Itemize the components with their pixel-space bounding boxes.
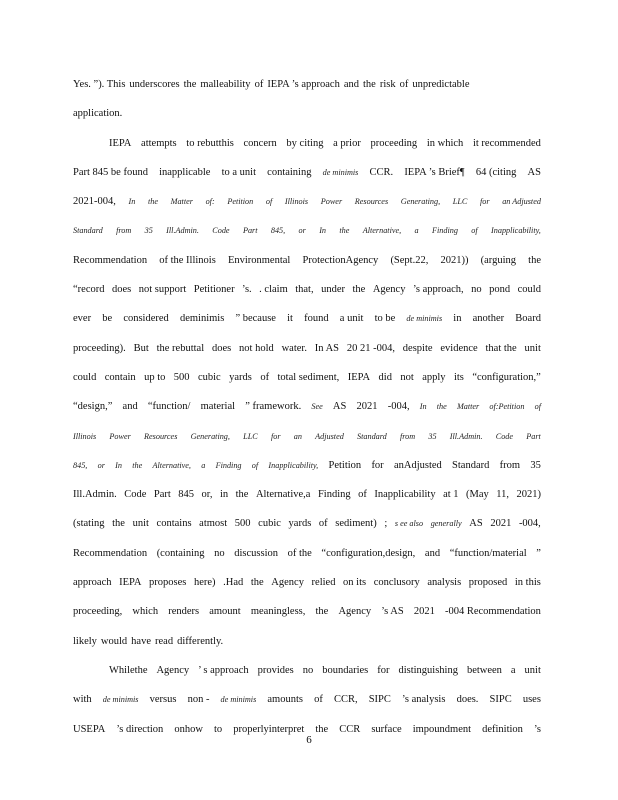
text-segment: ’s analysis	[401, 694, 446, 706]
text-segment: the	[352, 284, 366, 296]
text-segment: Ill.Admin.	[73, 489, 117, 501]
text-segment: AS	[527, 166, 541, 178]
text-segment: could	[517, 284, 541, 296]
italic-text: or	[298, 226, 306, 236]
text-segment: atmost	[199, 518, 228, 530]
text-line	[73, 685, 541, 714]
text-segment: ’s direction	[116, 723, 164, 735]
text-segment: underscores	[129, 79, 180, 90]
text-segment: malleability	[200, 79, 251, 90]
text-segment: for	[371, 459, 384, 471]
text-segment: 2021	[356, 401, 378, 413]
text-segment: does	[111, 284, 132, 296]
italic-text: Matter	[170, 197, 193, 207]
text-segment: the	[363, 79, 376, 90]
text-segment: does	[211, 342, 232, 354]
text-segment: a unit	[339, 313, 364, 325]
text-segment: -004 Recommendation	[444, 606, 541, 618]
italic-text: Ill.Admin.	[166, 226, 199, 236]
text-line	[73, 99, 541, 128]
text-segment: that the	[485, 342, 517, 354]
text-segment: SIPC	[368, 694, 391, 706]
text-segment: 2021	[413, 606, 435, 618]
text-segment: AS	[469, 518, 483, 530]
text-segment: of the Illinois	[159, 254, 216, 266]
text-segment: surface	[371, 723, 402, 735]
text-segment: deminimis	[179, 313, 225, 325]
italic-text: for	[270, 431, 281, 441]
text-segment: which	[132, 606, 159, 618]
italic-text: Standard	[357, 431, 387, 441]
text-segment: differently.	[177, 635, 224, 647]
italic-text: of	[534, 402, 541, 412]
italic-text: Resources	[354, 197, 389, 207]
text-segment: Agency	[372, 284, 406, 296]
italic-text: Power	[320, 197, 343, 207]
text-segment: would	[100, 635, 128, 647]
text-segment: considered	[123, 313, 169, 325]
italic-text: Matter	[456, 402, 480, 412]
italic-text: de minimis	[220, 695, 257, 705]
italic-text: a	[201, 460, 206, 470]
text-segment: from	[499, 459, 521, 471]
text-segment: 2021-004,	[73, 196, 116, 208]
text-segment: proposes	[149, 577, 187, 589]
italic-text: Part	[526, 431, 541, 441]
italic-text: Power	[109, 431, 131, 441]
text-line	[73, 275, 541, 304]
text-segment: of	[358, 489, 367, 501]
text-segment: definition	[482, 723, 523, 735]
text-segment: 64 (citing	[475, 166, 517, 178]
text-segment: under	[321, 284, 346, 296]
text-line	[73, 129, 541, 158]
text-line	[73, 187, 541, 216]
text-segment: application.	[73, 108, 123, 120]
italic-text: of	[265, 197, 273, 207]
italic-text: a	[414, 226, 419, 236]
page-number: 6	[306, 734, 312, 746]
text-segment: conclusory	[373, 577, 420, 589]
text-segment: the	[183, 79, 197, 90]
text-segment: another	[472, 313, 505, 325]
italic-text: from	[116, 226, 132, 236]
text-segment: that,	[295, 284, 314, 296]
text-segment: unit	[132, 518, 149, 530]
italic-text: of:Petition	[489, 402, 525, 412]
text-segment: risk	[379, 79, 396, 90]
text-line	[73, 246, 541, 275]
text-segment: ’s approach,	[412, 284, 464, 296]
italic-text: generally	[430, 519, 462, 529]
text-segment: of	[314, 694, 323, 706]
text-segment: meaningless,	[250, 606, 306, 618]
text-segment: IEPA ’s approach	[267, 79, 340, 90]
italic-text: an Adjusted	[502, 197, 541, 207]
text-segment: “function/material	[449, 547, 527, 559]
text-segment: in	[219, 489, 229, 501]
text-segment: ” because	[235, 313, 276, 325]
text-segment: IEPA	[109, 137, 132, 149]
text-segment: does.	[456, 694, 479, 706]
italic-text: Finding	[432, 226, 458, 236]
text-segment: containing	[267, 166, 312, 178]
text-segment: Agency	[156, 664, 190, 676]
text-segment: contains	[156, 518, 192, 530]
text-segment: 11,	[496, 489, 509, 501]
text-segment: distinguishing	[398, 664, 458, 676]
text-segment: Recommendation	[73, 547, 148, 559]
text-line	[73, 334, 541, 363]
italic-text: Generating,	[190, 431, 230, 441]
text-segment: evidence	[440, 342, 478, 354]
text-segment: to	[213, 723, 223, 735]
text-segment: it recommended	[472, 137, 541, 149]
text-segment: at 1	[443, 489, 459, 501]
text-segment: cubic	[197, 371, 221, 383]
italic-text: In	[419, 402, 427, 412]
text-segment: amount	[209, 606, 241, 618]
text-segment: to a unit	[221, 166, 256, 178]
text-segment: 500	[234, 518, 251, 530]
italic-text: LLC	[243, 431, 258, 441]
text-segment: attempts	[141, 137, 177, 149]
text-segment: total sediment,	[277, 371, 340, 383]
italic-text: de minimis	[406, 314, 443, 324]
text-segment: 35	[530, 459, 541, 471]
text-segment: ’ s approach	[198, 664, 249, 676]
text-segment: ProtectionAgency	[302, 254, 379, 266]
italic-text: of	[251, 460, 259, 470]
text-line	[73, 597, 541, 626]
text-segment: USEPA	[73, 723, 106, 735]
text-segment: versus	[149, 694, 177, 706]
italic-text: de minimis	[322, 167, 359, 177]
text-segment: -004,	[518, 518, 541, 530]
italic-text: Illinois	[284, 197, 309, 207]
text-segment: CCR.	[369, 166, 394, 178]
text-segment: concern	[243, 137, 277, 149]
italic-text: Inapplicability,	[268, 460, 319, 470]
text-segment: But	[133, 342, 149, 354]
text-line	[73, 539, 541, 568]
text-segment: IEPA ’s Brief¶	[404, 166, 465, 178]
italic-text: 35	[144, 226, 153, 236]
text-segment: by citing	[286, 137, 324, 149]
text-segment: have	[131, 635, 151, 647]
text-segment: Agency	[338, 606, 372, 618]
italic-text: Standard	[73, 226, 103, 236]
text-segment: in	[453, 313, 462, 325]
italic-text: the	[339, 226, 350, 236]
italic-text: for	[479, 197, 490, 207]
text-segment: ’s	[533, 723, 541, 735]
italic-text: Adjusted	[315, 431, 344, 441]
italic-text: Code	[495, 431, 514, 441]
text-line	[73, 392, 541, 421]
text-segment: unpredictable	[412, 79, 470, 90]
text-segment: of	[260, 371, 270, 383]
italic-text: the	[147, 197, 158, 207]
text-segment: impoundment	[412, 723, 472, 735]
italic-text: Alternative,	[362, 226, 402, 236]
text-line	[73, 627, 541, 656]
text-segment: CCR	[339, 723, 361, 735]
text-segment: Inapplicability	[374, 489, 436, 501]
text-line	[73, 656, 541, 685]
text-segment: ”	[536, 547, 541, 559]
text-segment: Whilethe	[109, 664, 148, 676]
text-segment: Board	[515, 313, 541, 325]
text-segment: AS	[332, 401, 347, 413]
italic-text: See	[311, 402, 323, 412]
italic-text: the	[132, 460, 143, 470]
text-segment: . claim	[259, 284, 288, 296]
text-segment: the	[528, 254, 541, 266]
text-segment: discussion	[234, 547, 278, 559]
text-segment: be	[102, 313, 113, 325]
italic-text: In	[115, 460, 122, 470]
text-segment: the	[235, 489, 249, 501]
text-segment: a prior	[333, 137, 361, 149]
text-segment: (May	[466, 489, 489, 501]
text-segment: with	[73, 694, 92, 706]
text-segment: Agency	[271, 577, 304, 589]
text-segment: proceeding	[370, 137, 418, 149]
text-segment: approach	[73, 577, 112, 589]
text-segment: and	[424, 547, 441, 559]
text-segment: of	[254, 79, 264, 90]
italic-text: In	[319, 226, 327, 236]
text-segment: on its	[343, 577, 367, 589]
text-segment: 2021)	[516, 489, 541, 501]
italic-text: the	[436, 402, 447, 412]
italic-text: Alternative,	[152, 460, 191, 470]
text-line	[73, 363, 541, 392]
text-segment: cubic	[258, 518, 281, 530]
italic-text: s ee also	[394, 519, 424, 529]
text-segment: to be	[374, 313, 396, 325]
text-segment: here)	[193, 577, 216, 589]
text-segment: Environmental	[227, 254, 291, 266]
text-segment: ’s.	[242, 284, 252, 296]
text-segment: yards	[288, 518, 312, 530]
text-segment: -004,	[387, 401, 410, 413]
text-segment: the	[250, 577, 264, 589]
text-segment: ever	[73, 313, 92, 325]
text-segment: apply	[422, 371, 446, 383]
text-segment: SIPC	[489, 694, 512, 706]
text-segment: the	[112, 518, 125, 530]
italic-text: 35	[428, 431, 437, 441]
text-segment: and	[122, 401, 138, 413]
text-segment: read	[155, 635, 174, 647]
text-segment: the rebuttal	[156, 342, 205, 354]
text-segment: not support	[138, 284, 187, 296]
text-segment: “function/	[147, 401, 191, 413]
text-segment: .Had	[223, 577, 244, 589]
italic-text: Petition	[227, 197, 254, 207]
italic-text: from	[399, 431, 416, 441]
text-segment: could	[73, 371, 97, 383]
text-segment: unit	[524, 342, 541, 354]
text-segment: IEPA	[119, 577, 142, 589]
text-segment: 500	[173, 371, 190, 383]
text-segment: did	[378, 371, 392, 383]
text-segment: found	[304, 313, 329, 325]
text-segment: to rebutthis	[186, 137, 234, 149]
text-segment: material	[200, 401, 236, 413]
italic-text: Generating,	[400, 197, 441, 207]
text-segment: no	[471, 284, 482, 296]
text-segment: for	[377, 664, 390, 676]
text-segment: pond	[489, 284, 511, 296]
text-segment: properlyinterpret	[233, 723, 305, 735]
text-segment: proceeding,	[73, 606, 123, 618]
text-segment: no	[214, 547, 225, 559]
text-segment: its	[453, 371, 464, 383]
text-segment: not	[400, 371, 414, 383]
text-segment: uses	[522, 694, 541, 706]
text-segment: Yes. ”). This	[73, 79, 126, 90]
italic-text: or	[97, 460, 105, 470]
text-segment: (arguing	[480, 254, 517, 266]
text-line	[73, 158, 541, 187]
italic-text: Resources	[144, 431, 178, 441]
text-segment: contain	[104, 371, 136, 383]
text-segment: yards	[229, 371, 252, 383]
text-segment: in this	[514, 577, 541, 589]
text-segment: 2021	[490, 518, 512, 530]
text-segment: CCR,	[333, 694, 358, 706]
italic-text: Ill.Admin.	[449, 431, 483, 441]
text-segment: a	[510, 664, 516, 676]
text-segment: “configuration,design,	[321, 547, 416, 559]
text-line	[73, 568, 541, 597]
body-text	[73, 70, 541, 744]
text-segment: (stating	[73, 518, 105, 530]
text-segment: 845	[178, 489, 195, 501]
italic-text: In	[128, 197, 136, 207]
text-segment: in which	[426, 137, 464, 149]
italic-text: Illinois	[73, 431, 97, 441]
text-segment: 20 21 -004,	[346, 342, 395, 354]
text-segment: Code	[124, 489, 147, 501]
text-segment: Part	[153, 489, 171, 501]
text-segment: “configuration,”	[472, 371, 541, 383]
text-segment: of	[399, 79, 409, 90]
text-segment: “record	[73, 284, 105, 296]
text-segment: Finding	[317, 489, 351, 501]
italic-text: 845,	[270, 226, 286, 236]
text-segment: the	[315, 606, 329, 618]
text-segment: Alternative,a	[255, 489, 311, 501]
text-segment: Standard	[452, 459, 490, 471]
text-line	[73, 70, 541, 99]
italic-text: Inapplicability,	[491, 226, 541, 236]
italic-text: an	[293, 431, 302, 441]
text-segment: ’s AS	[381, 606, 404, 618]
text-segment: of the	[287, 547, 312, 559]
italic-text: Part	[242, 226, 258, 236]
text-segment: (containing	[156, 547, 205, 559]
text-segment: inapplicable	[159, 166, 211, 178]
text-line	[73, 509, 541, 538]
text-segment: of	[318, 518, 328, 530]
text-line	[73, 304, 541, 333]
text-segment: water.	[281, 342, 307, 354]
italic-text: de minimis	[102, 695, 139, 705]
text-segment: it	[287, 313, 293, 325]
italic-text: of	[471, 226, 478, 236]
text-line	[73, 451, 541, 480]
text-segment: proceeding).	[73, 342, 126, 354]
text-segment: (Sept.22,	[390, 254, 429, 266]
text-line	[73, 216, 541, 245]
italic-text: of:	[205, 197, 215, 207]
text-segment: IEPA	[347, 371, 371, 383]
text-segment: Recommendation	[73, 254, 148, 266]
text-segment: not hold	[239, 342, 274, 354]
text-segment: despite	[402, 342, 433, 354]
text-segment: no	[302, 664, 314, 676]
text-segment: renders	[168, 606, 200, 618]
text-segment: and	[343, 79, 360, 90]
text-line	[73, 422, 541, 451]
text-segment: up to	[144, 371, 166, 383]
text-line	[73, 480, 541, 509]
italic-text: Finding	[215, 460, 242, 470]
text-segment: Part 845 be found	[73, 166, 148, 178]
text-segment: or,	[201, 489, 213, 501]
text-segment: ;	[384, 518, 388, 530]
italic-text: 845,	[73, 460, 88, 470]
text-segment: boundaries	[322, 664, 369, 676]
text-segment: In AS	[314, 342, 340, 354]
text-segment: between	[466, 664, 502, 676]
text-segment: analysis	[427, 577, 462, 589]
text-segment: proposed	[468, 577, 508, 589]
text-segment: Petition	[328, 459, 362, 471]
text-segment: sediment)	[335, 518, 377, 530]
italic-text: Code	[212, 226, 230, 236]
text-segment: 2021))	[440, 254, 469, 266]
text-segment: anAdjusted	[393, 459, 442, 471]
text-segment: relied	[311, 577, 336, 589]
italic-text: LLC	[452, 197, 468, 207]
text-segment: ” framework.	[245, 401, 302, 413]
text-segment: “design,”	[73, 401, 113, 413]
text-segment: non -	[187, 694, 210, 706]
text-segment: onhow	[174, 723, 203, 735]
text-segment: provides	[257, 664, 294, 676]
text-segment: unit	[524, 664, 541, 676]
text-segment: the	[315, 723, 329, 735]
text-segment: likely	[73, 635, 97, 647]
text-segment: Petitioner	[193, 284, 235, 296]
text-segment: amounts	[267, 694, 303, 706]
